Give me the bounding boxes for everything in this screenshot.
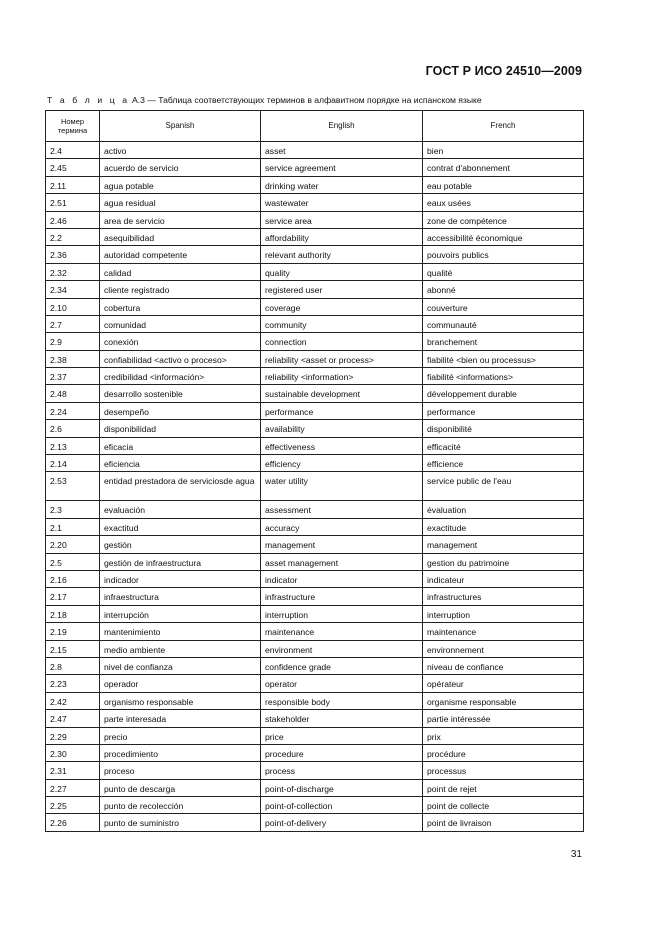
table-row (46, 797, 584, 814)
english-term-cell: registered user (261, 281, 423, 298)
table-row (46, 176, 584, 193)
french-term-cell: service public de l'eau (423, 472, 584, 501)
spanish-term-cell: acuerdo de servicio (100, 159, 261, 176)
french-term-cell: partie intéressée (423, 710, 584, 727)
english-term-cell: indicator (261, 570, 423, 587)
term-number-cell: 2.2 (46, 228, 100, 245)
spanish-term-cell: punto de suministro (100, 814, 261, 831)
english-term-cell: effectiveness (261, 437, 423, 454)
english-term-cell: reliability <information> (261, 368, 423, 385)
french-term-cell: eaux usées (423, 194, 584, 211)
table-caption-prefix: Т а б л и ц а (47, 95, 130, 105)
spanish-term-cell: area de servicio (100, 211, 261, 228)
table-row (46, 211, 584, 228)
column-header-number: Номер термина (46, 111, 100, 142)
french-term-cell: branchement (423, 333, 584, 350)
french-term-cell: maintenance (423, 623, 584, 640)
term-number-cell: 2.47 (46, 710, 100, 727)
spanish-term-cell: gestión (100, 536, 261, 553)
french-term-cell: évaluation (423, 501, 584, 518)
french-term-cell: performance (423, 402, 584, 419)
term-number-cell: 2.27 (46, 779, 100, 796)
french-term-cell: niveau de confiance (423, 657, 584, 674)
standard-designation: ГОСТ Р ИСО 24510—2009 (425, 64, 582, 78)
english-term-cell: assessment (261, 501, 423, 518)
table-body (46, 142, 584, 832)
term-number-cell: 2.6 (46, 420, 100, 437)
english-term-cell: performance (261, 402, 423, 419)
spanish-term-cell: desempeño (100, 402, 261, 419)
french-term-cell: efficience (423, 455, 584, 472)
english-term-cell: service agreement (261, 159, 423, 176)
french-term-cell: communauté (423, 315, 584, 332)
spanish-term-cell: exactitud (100, 518, 261, 535)
english-term-cell: point-of-discharge (261, 779, 423, 796)
english-term-cell: quality (261, 263, 423, 280)
spanish-term-cell: disponibilidad (100, 420, 261, 437)
term-number-cell: 2.32 (46, 263, 100, 280)
spanish-term-cell: agua potable (100, 176, 261, 193)
spanish-term-cell: comunidad (100, 315, 261, 332)
english-term-cell: drinking water (261, 176, 423, 193)
spanish-term-cell: credibilidad <información> (100, 368, 261, 385)
english-term-cell: process (261, 762, 423, 779)
term-number-cell: 2.16 (46, 570, 100, 587)
table-row (46, 298, 584, 315)
english-term-cell: price (261, 727, 423, 744)
table-row (46, 315, 584, 332)
table-row (46, 640, 584, 657)
table-row (46, 455, 584, 472)
spanish-term-cell: punto de descarga (100, 779, 261, 796)
term-number-cell: 2.30 (46, 744, 100, 761)
french-term-cell: accessibilité économique (423, 228, 584, 245)
spanish-term-cell: procedimiento (100, 744, 261, 761)
spanish-term-cell: operador (100, 675, 261, 692)
term-number-cell: 2.15 (46, 640, 100, 657)
french-term-cell: infrastructures (423, 588, 584, 605)
term-number-cell: 2.13 (46, 437, 100, 454)
english-term-cell: accuracy (261, 518, 423, 535)
column-header-spanish: Spanish (100, 111, 261, 142)
term-number-cell: 2.14 (46, 455, 100, 472)
spanish-term-cell: cliente registrado (100, 281, 261, 298)
term-number-cell: 2.42 (46, 692, 100, 709)
table-header-row (46, 111, 584, 142)
term-number-cell: 2.38 (46, 350, 100, 367)
table-row (46, 779, 584, 796)
term-number-cell: 2.1 (46, 518, 100, 535)
english-term-cell: availability (261, 420, 423, 437)
english-term-cell: responsible body (261, 692, 423, 709)
table-row (46, 692, 584, 709)
english-term-cell: asset management (261, 553, 423, 570)
french-term-cell: qualité (423, 263, 584, 280)
french-term-cell: procédure (423, 744, 584, 761)
table-row (46, 246, 584, 263)
english-term-cell: relevant authority (261, 246, 423, 263)
table-row (46, 675, 584, 692)
french-term-cell: pouvoirs publics (423, 246, 584, 263)
table-row (46, 263, 584, 280)
english-term-cell: management (261, 536, 423, 553)
table-row (46, 605, 584, 622)
french-term-cell: fiabilité <informations> (423, 368, 584, 385)
term-number-cell: 2.51 (46, 194, 100, 211)
table-row (46, 385, 584, 402)
english-term-cell: procedure (261, 744, 423, 761)
spanish-term-cell: desarrollo sostenible (100, 385, 261, 402)
table-row (46, 501, 584, 518)
term-number-cell: 2.8 (46, 657, 100, 674)
english-term-cell: interruption (261, 605, 423, 622)
french-term-cell: exactitude (423, 518, 584, 535)
english-term-cell: asset (261, 142, 423, 159)
table-row (46, 420, 584, 437)
table-row (46, 402, 584, 419)
spanish-term-cell: eficiencia (100, 455, 261, 472)
spanish-term-cell: parte interesada (100, 710, 261, 727)
spanish-term-cell: activo (100, 142, 261, 159)
term-number-cell: 2.23 (46, 675, 100, 692)
spanish-term-cell: cobertura (100, 298, 261, 315)
english-term-cell: service area (261, 211, 423, 228)
english-term-cell: connection (261, 333, 423, 350)
term-number-cell: 2.3 (46, 501, 100, 518)
french-term-cell: couverture (423, 298, 584, 315)
spanish-term-cell: autoridad competente (100, 246, 261, 263)
french-term-cell: environnement (423, 640, 584, 657)
english-term-cell: reliability <asset or process> (261, 350, 423, 367)
table-row (46, 228, 584, 245)
french-term-cell: eau potable (423, 176, 584, 193)
english-term-cell: point-of-delivery (261, 814, 423, 831)
table-row (46, 536, 584, 553)
french-term-cell: management (423, 536, 584, 553)
table-row (46, 762, 584, 779)
term-number-cell: 2.19 (46, 623, 100, 640)
spanish-term-cell: agua residual (100, 194, 261, 211)
table-row (46, 623, 584, 640)
french-term-cell: opérateur (423, 675, 584, 692)
spanish-term-cell: gestión de infraestructura (100, 553, 261, 570)
term-number-cell: 2.24 (46, 402, 100, 419)
table-row (46, 368, 584, 385)
term-number-cell: 2.9 (46, 333, 100, 350)
english-term-cell: sustainable development (261, 385, 423, 402)
table-row (46, 744, 584, 761)
english-term-cell: maintenance (261, 623, 423, 640)
table-row (46, 437, 584, 454)
table-row (46, 350, 584, 367)
french-term-cell: disponibilité (423, 420, 584, 437)
english-term-cell: wastewater (261, 194, 423, 211)
spanish-term-cell: proceso (100, 762, 261, 779)
term-number-cell: 2.10 (46, 298, 100, 315)
french-term-cell: point de collecte (423, 797, 584, 814)
spanish-term-cell: indicador (100, 570, 261, 587)
table-row (46, 570, 584, 587)
term-number-cell: 2.45 (46, 159, 100, 176)
spanish-term-cell: evaluación (100, 501, 261, 518)
french-term-cell: indicateur (423, 570, 584, 587)
french-term-cell: abonné (423, 281, 584, 298)
term-number-cell: 2.17 (46, 588, 100, 605)
table-row (46, 194, 584, 211)
english-term-cell: environment (261, 640, 423, 657)
french-term-cell: zone de compétence (423, 211, 584, 228)
term-number-cell: 2.34 (46, 281, 100, 298)
table-row (46, 333, 584, 350)
french-term-cell: contrat d'abonnement (423, 159, 584, 176)
spanish-term-cell: asequibilidad (100, 228, 261, 245)
table-caption-text: А.3 — Таблица соответствующих терминов в алфавитном порядке на испанском языке (129, 95, 482, 105)
english-term-cell: confidence grade (261, 657, 423, 674)
spanish-term-cell: precio (100, 727, 261, 744)
spanish-term-cell: infraestructura (100, 588, 261, 605)
spanish-term-cell: punto de recolección (100, 797, 261, 814)
term-number-cell: 2.4 (46, 142, 100, 159)
term-number-cell: 2.18 (46, 605, 100, 622)
french-term-cell: bien (423, 142, 584, 159)
french-term-cell: efficacité (423, 437, 584, 454)
table-row (46, 814, 584, 831)
english-term-cell: efficiency (261, 455, 423, 472)
page-number: 31 (570, 849, 582, 860)
term-number-cell: 2.53 (46, 472, 100, 501)
spanish-term-cell: nivel de confianza (100, 657, 261, 674)
english-term-cell: coverage (261, 298, 423, 315)
french-term-cell: interruption (423, 605, 584, 622)
english-term-cell: community (261, 315, 423, 332)
term-number-cell: 2.5 (46, 553, 100, 570)
table-caption (47, 95, 482, 105)
french-term-cell: point de livraison (423, 814, 584, 831)
table-row (46, 657, 584, 674)
spanish-term-cell: eficacia (100, 437, 261, 454)
column-header-english: English (261, 111, 423, 142)
table-row (46, 142, 584, 159)
spanish-term-cell: conexión (100, 333, 261, 350)
table-row (46, 472, 584, 501)
term-number-cell: 2.31 (46, 762, 100, 779)
terms-table (45, 110, 584, 832)
english-term-cell: stakeholder (261, 710, 423, 727)
english-term-cell: infrastructure (261, 588, 423, 605)
table-row (46, 518, 584, 535)
french-term-cell: développement durable (423, 385, 584, 402)
term-number-cell: 2.48 (46, 385, 100, 402)
table-row (46, 553, 584, 570)
term-number-cell: 2.25 (46, 797, 100, 814)
spanish-term-cell: calidad (100, 263, 261, 280)
spanish-term-cell: medio ambiente (100, 640, 261, 657)
french-term-cell: prix (423, 727, 584, 744)
french-term-cell: processus (423, 762, 584, 779)
table-row (46, 727, 584, 744)
term-number-cell: 2.29 (46, 727, 100, 744)
term-number-cell: 2.7 (46, 315, 100, 332)
french-term-cell: fiabilité <bien ou processus> (423, 350, 584, 367)
spanish-term-cell: organismo responsable (100, 692, 261, 709)
term-number-cell: 2.37 (46, 368, 100, 385)
spanish-term-cell: confiabilidad <activo o proceso> (100, 350, 261, 367)
english-term-cell: point-of-collection (261, 797, 423, 814)
term-number-cell: 2.20 (46, 536, 100, 553)
table-row (46, 710, 584, 727)
term-number-cell: 2.11 (46, 176, 100, 193)
column-header-french: French (423, 111, 584, 142)
term-number-cell: 2.46 (46, 211, 100, 228)
spanish-term-cell: interrupción (100, 605, 261, 622)
term-number-cell: 2.36 (46, 246, 100, 263)
table-row (46, 588, 584, 605)
english-term-cell: water utility (261, 472, 423, 501)
french-term-cell: point de rejet (423, 779, 584, 796)
table-row (46, 159, 584, 176)
spanish-term-cell: mantenimiento (100, 623, 261, 640)
table-row (46, 281, 584, 298)
french-term-cell: organisme responsable (423, 692, 584, 709)
english-term-cell: affordability (261, 228, 423, 245)
spanish-term-cell: entidad prestadora de serviciosde agua (100, 472, 261, 501)
french-term-cell: gestion du patrimoine (423, 553, 584, 570)
english-term-cell: operator (261, 675, 423, 692)
term-number-cell: 2.26 (46, 814, 100, 831)
